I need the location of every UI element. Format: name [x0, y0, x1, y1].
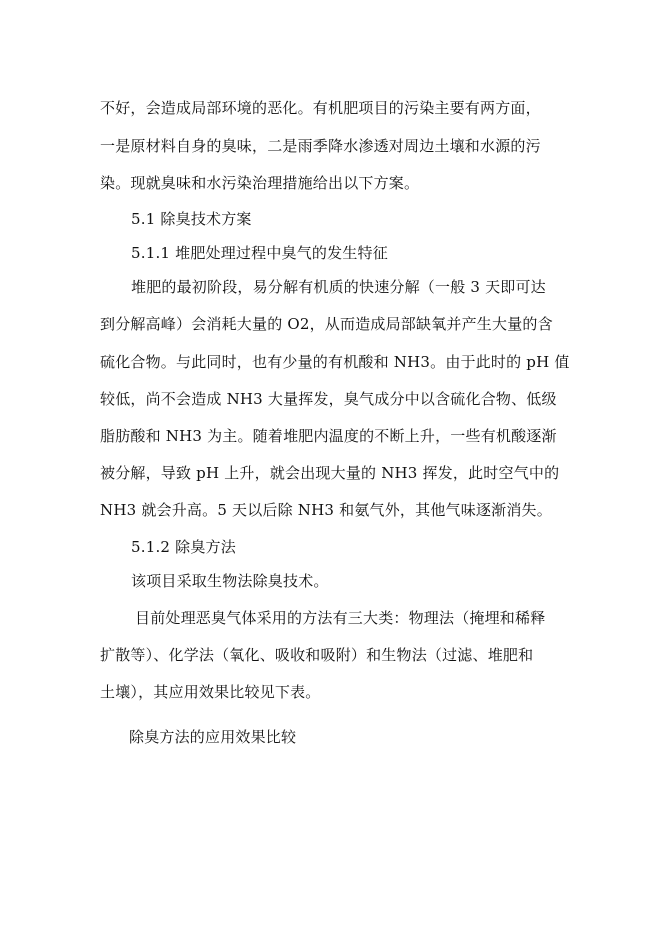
paragraph-line: NH3 就会升高。5 天以后除 NH3 和氨气外，其他气味逐渐消失。 — [100, 501, 552, 519]
paragraph-line: 该项目采取生物法除臭技术。 — [131, 572, 329, 590]
table-caption: 除臭方法的应用效果比较 — [129, 728, 297, 746]
paragraph-line: 一是原材料自身的臭味，二是雨季降水渗透对周边土壤和水源的污 — [100, 137, 541, 155]
paragraph-line: 较低，尚不会造成 NH3 大量挥发，臭气成分中以含硫化合物、低级 — [100, 390, 557, 408]
subsection-heading: 5.1.2 除臭方法 — [131, 538, 236, 556]
paragraph-line: 硫化合物。与此同时，也有少量的有机酸和 NH3。由于此时的 pH 值 — [100, 353, 570, 371]
paragraph-line: 到分解高峰）会消耗大量的 O2，从而造成局部缺氧并产生大量的含 — [100, 315, 553, 333]
paragraph-line: 被分解，导致 pH 上升，就会出现大量的 NH3 挥发，此时空气中的 — [100, 464, 560, 482]
subsection-heading: 5.1.1 堆肥处理过程中臭气的发生特征 — [131, 244, 388, 262]
section-heading: 5.1 除臭技术方案 — [131, 210, 252, 228]
paragraph-line: 扩散等）、化学法（氧化、吸收和吸附）和生物法（过滤、堆肥和 — [100, 646, 534, 664]
paragraph-line: 土壤），其应用效果比较见下表。 — [100, 683, 321, 701]
paragraph-line: 目前处理恶臭气体采用的方法有三大类：物理法（掩埋和稀释 — [135, 609, 546, 627]
paragraph-line: 脂肪酸和 NH3 为主。随着堆肥内温度的不断上升，一些有机酸逐渐 — [100, 427, 557, 445]
paragraph-line: 不好，会造成局部环境的恶化。有机肥项目的污染主要有两方面， — [100, 99, 541, 117]
paragraph-line: 堆肥的最初阶段，易分解有机质的快速分解（一般 3 天即可达 — [131, 278, 546, 296]
paragraph-line: 染。现就臭味和水污染治理措施给出以下方案。 — [100, 174, 420, 192]
